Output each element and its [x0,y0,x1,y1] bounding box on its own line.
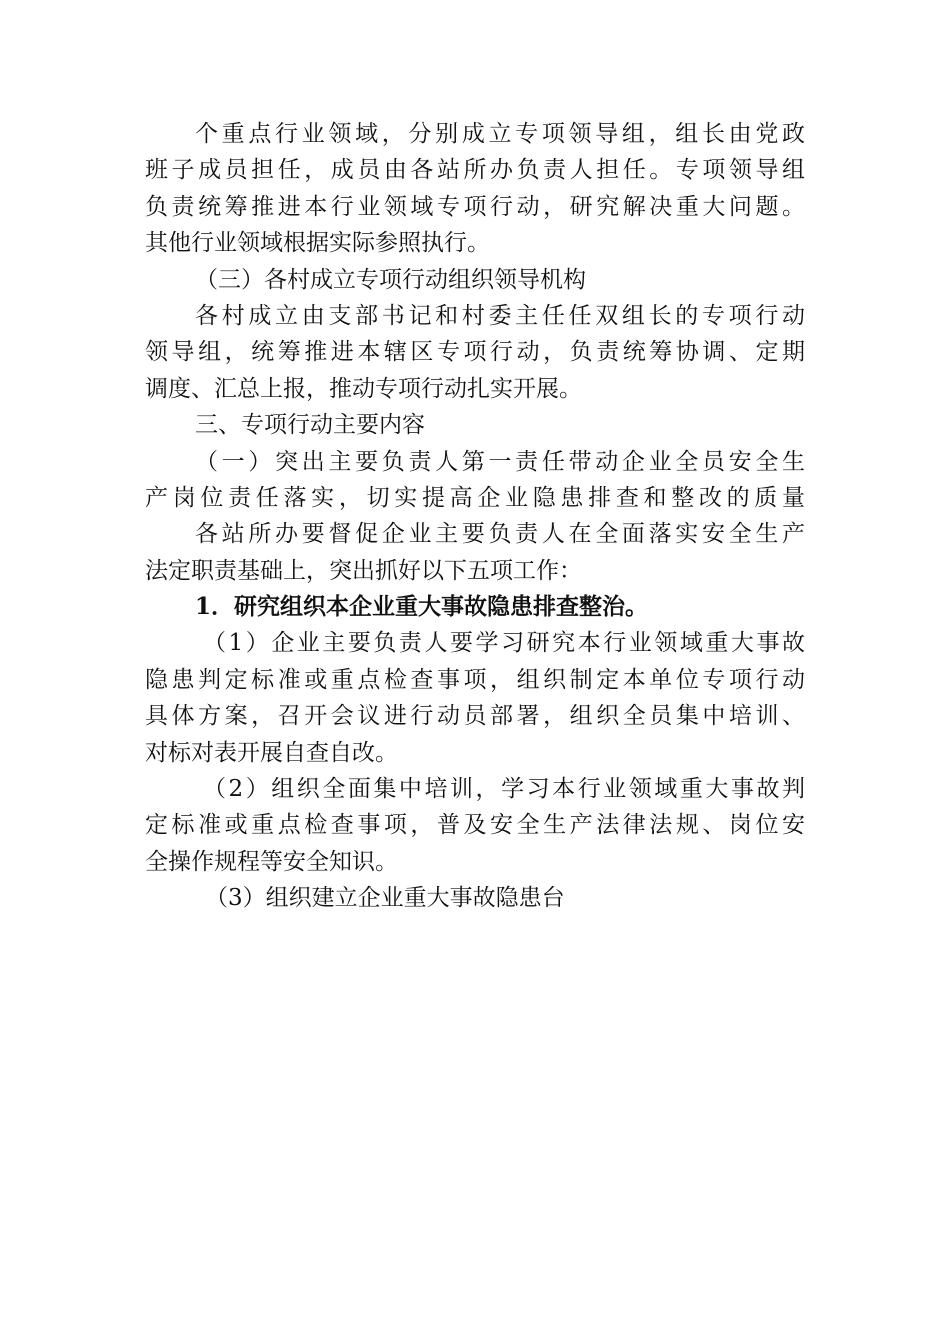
paragraph-line: （3）组织建立企业重大事故隐患台 [205,885,565,912]
section-heading: 产岗位责任落实，切实提高企业隐患排查和整改的质量 [145,484,805,511]
paragraph-line: 负责统筹推进本行业领域专项行动，研究解决重大问题。 [145,193,805,220]
paragraph-line: 定标准或重点检查事项，普及安全生产法律法规、岗位安 [145,812,805,839]
paragraph-line: 班子成员担任，成员由各站所办负责人担任。专项领导组 [145,157,805,184]
paragraph-line: 调度、汇总上报，推动专项行动扎实开展。 [145,375,582,402]
paragraph-line: 隐患判定标准或重点检查事项，组织制定本单位专项行动 [145,666,805,693]
section-heading: （一）突出主要负责人第一责任带动企业全员安全生 [195,448,805,475]
paragraph-line: 个重点行业领域，分别成立专项领导组，组长由党政 [195,121,805,147]
document-body [145,116,805,917]
paragraph-line: 对标对表开展自查自改。 [145,739,398,766]
paragraph-line: 各村成立由支部书记和村委主任任双组长的专项行动 [195,302,805,329]
paragraph-line: （1）企业主要负责人要学习研究本行业领域重大事故 [203,630,805,657]
paragraph-line: （2）组织全面集中培训，学习本行业领域重大事故判 [203,776,805,803]
item-heading: 1．研究组织本企业重大事故隐患排查整治。 [195,593,649,621]
paragraph-line: 各站所办要督促企业主要负责人在全面落实安全生产 [195,521,805,548]
paragraph-line: 其他行业领域根据实际参照执行。 [145,230,490,257]
paragraph-line: 法定职责基础上，突出抓好以下五项工作： [145,557,582,584]
paragraph-line: 具体方案，召开会议进行动员部署，组织全员集中培训、 [145,703,805,730]
paragraph-line: 全操作规程等安全知识。 [145,848,398,875]
chapter-heading: 三、专项行动主要内容 [195,412,425,439]
paragraph-line: 领导组，统筹推进本辖区专项行动，负责统筹协调、定期 [145,339,805,366]
section-heading: （三）各村成立专项行动组织领导机构 [195,266,586,293]
